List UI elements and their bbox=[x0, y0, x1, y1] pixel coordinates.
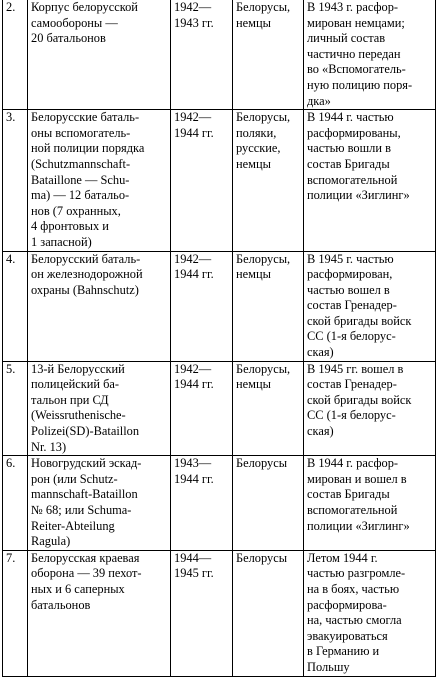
cell-text-line: 2. bbox=[6, 0, 16, 14]
cell-text-line: ская) bbox=[307, 345, 334, 360]
cell-text-line: 1944 гг. bbox=[174, 267, 214, 282]
table-row bbox=[3, 251, 436, 361]
cell-text-line: Новогрудский эскад- bbox=[31, 456, 142, 471]
cell-text-line: немцы bbox=[236, 267, 271, 282]
cell-text-line: 3. bbox=[6, 110, 16, 125]
cell-fate bbox=[304, 361, 436, 456]
cell-text-line: № 68; или Schuma- bbox=[31, 503, 132, 517]
cell-text-line: 1944— bbox=[174, 550, 212, 565]
cell-number bbox=[3, 110, 28, 251]
cell-text-line: частично передан bbox=[307, 46, 401, 61]
cell-text-line: Летом 1944 г. bbox=[307, 550, 378, 565]
cell-text-line: 1944 гг. bbox=[174, 125, 214, 140]
cell-fate bbox=[304, 110, 436, 251]
cell-text-line: 7. bbox=[6, 550, 16, 565]
cell-years bbox=[171, 251, 233, 361]
cell-text-line: частью вошли в bbox=[307, 141, 391, 156]
cell-text-line: ской бригады войск bbox=[307, 392, 412, 407]
cell-text-line: на, частью смогла bbox=[307, 613, 402, 628]
cell-text-line: состав Гренадер- bbox=[307, 377, 397, 392]
cell-text-line: Белорусы, bbox=[236, 251, 291, 266]
cell-text-line: 1943— bbox=[174, 456, 212, 471]
cell-text-line: В 1945 г. частью bbox=[307, 251, 394, 266]
cell-text-line: (Weissruthenische- bbox=[31, 408, 126, 423]
cell-text-line: 5. bbox=[6, 361, 16, 376]
cell-years bbox=[171, 361, 233, 456]
cell-text-line: 1942— bbox=[174, 251, 212, 266]
cell-text-line: русские, bbox=[236, 141, 281, 156]
cell-number bbox=[3, 251, 28, 361]
cell-text-line: 20 батальонов bbox=[31, 31, 106, 46]
cell-number bbox=[3, 550, 28, 676]
cell-ethnicity bbox=[233, 251, 304, 361]
cell-fate bbox=[304, 0, 436, 110]
cell-text-line: Белорусские баталь- bbox=[31, 110, 140, 125]
table-row bbox=[3, 0, 436, 110]
cell-text-line: на в боях, частью bbox=[307, 581, 400, 596]
cell-text-line: расформирован, bbox=[307, 267, 393, 282]
cell-text-line: (Schutzmannschaft- bbox=[31, 156, 131, 171]
cell-text-line: 6. bbox=[6, 456, 16, 471]
table-row bbox=[3, 110, 436, 251]
cell-ethnicity bbox=[233, 361, 304, 456]
cell-text-line: частью вошел в bbox=[307, 282, 390, 297]
cell-text-line: мирован немцами; bbox=[307, 15, 405, 30]
cell-text-line: в Германию и bbox=[307, 644, 380, 659]
cell-text-line: mannschaft-Bataillon bbox=[31, 487, 138, 502]
cell-text-line: Белорусский баталь- bbox=[31, 251, 141, 266]
cell-text-line: 4 фронтовых и bbox=[31, 219, 109, 234]
cell-text-line: Reiter-Abteilung bbox=[31, 518, 115, 533]
cell-text-line: СС (1-я белорус- bbox=[307, 408, 396, 423]
cell-text-line: мирован и вошел в bbox=[307, 471, 407, 486]
cell-text-line: Белорусы, bbox=[236, 361, 291, 376]
cell-text-line: оборона — 39 пехот- bbox=[31, 566, 142, 581]
cell-unit-name bbox=[28, 0, 171, 110]
cell-text-line: полиции «Зиглинг» bbox=[307, 188, 410, 203]
table-row bbox=[3, 550, 436, 676]
cell-fate bbox=[304, 550, 436, 676]
cell-text-line: Bataillone — Schu- bbox=[31, 172, 130, 187]
cell-text-line: Белорусская краевая bbox=[31, 550, 140, 565]
cell-text-line: он железнодорожной bbox=[31, 267, 143, 282]
cell-text-line: состав Гренадер- bbox=[307, 298, 397, 313]
cell-unit-name bbox=[28, 361, 171, 456]
cell-number bbox=[3, 361, 28, 456]
cell-text-line: личный состав bbox=[307, 31, 386, 46]
cell-text-line: нов (7 охранных, bbox=[31, 203, 121, 218]
cell-text-line: ская) bbox=[307, 424, 334, 439]
cell-text-line: ных и 6 саперных bbox=[31, 581, 125, 596]
collaborationist-units-table bbox=[2, 0, 436, 677]
cell-text-line: В 1943 г. расфор- bbox=[307, 0, 399, 14]
cell-text-line: Корпус белорусской bbox=[31, 0, 138, 14]
cell-text-line: охраны (Bahnschutz) bbox=[31, 282, 139, 297]
cell-text-line: 13-й Белорусский bbox=[31, 361, 125, 376]
table-row bbox=[3, 456, 436, 551]
cell-text-line: немцы bbox=[236, 156, 271, 171]
cell-ethnicity bbox=[233, 456, 304, 551]
cell-text-line: расформирова- bbox=[307, 597, 387, 612]
cell-text-line: Ragula) bbox=[31, 534, 71, 549]
cell-years bbox=[171, 550, 233, 676]
cell-text-line: СС (1-я белорус- bbox=[307, 329, 396, 344]
cell-text-line: 4. bbox=[6, 251, 16, 266]
cell-text-line: во «Вспомогатель- bbox=[307, 62, 406, 77]
cell-unit-name bbox=[28, 550, 171, 676]
cell-unit-name bbox=[28, 110, 171, 251]
cell-text-line: расформированы, bbox=[307, 125, 401, 140]
cell-text-line: полиции «Зиглинг» bbox=[307, 518, 410, 533]
cell-text-line: 1942— bbox=[174, 0, 212, 14]
cell-text-line: эвакуироваться bbox=[307, 628, 388, 643]
cell-text-line: тальон при СД bbox=[31, 392, 109, 407]
cell-unit-name bbox=[28, 251, 171, 361]
cell-text-line: Польшу bbox=[307, 659, 350, 674]
cell-text-line: ной полиции порядка bbox=[31, 141, 145, 156]
cell-years bbox=[171, 110, 233, 251]
cell-years bbox=[171, 0, 233, 110]
cell-text-line: В 1945 гг. вошел в bbox=[307, 361, 404, 376]
cell-text-line: вспомогательной bbox=[307, 172, 398, 187]
cell-number bbox=[3, 0, 28, 110]
cell-number bbox=[3, 456, 28, 551]
cell-text-line: немцы bbox=[236, 377, 271, 392]
cell-text-line: состав Бригады bbox=[307, 156, 390, 171]
cell-years bbox=[171, 456, 233, 551]
cell-text-line: рон (или Schutz- bbox=[31, 471, 118, 486]
table-body bbox=[3, 0, 436, 676]
cell-text-line: 1 запасной) bbox=[31, 234, 92, 249]
cell-text-line: дка» bbox=[307, 93, 331, 108]
cell-text-line: Белорусы bbox=[236, 456, 288, 471]
cell-text-line: частью разгромле- bbox=[307, 566, 406, 581]
cell-text-line: полицейский ба- bbox=[31, 377, 120, 392]
cell-text-line: Nr. 13) bbox=[31, 439, 67, 454]
cell-text-line: батальонов bbox=[31, 597, 91, 612]
cell-text-line: немцы bbox=[236, 15, 271, 30]
cell-fate bbox=[304, 456, 436, 551]
cell-text-line: 1942— bbox=[174, 110, 212, 125]
cell-text-line: 1943 гг. bbox=[174, 15, 214, 30]
cell-text-line: Белорусы, bbox=[236, 110, 291, 125]
cell-text-line: 1942— bbox=[174, 361, 212, 376]
cell-text-line: самообороны — bbox=[31, 15, 118, 30]
cell-text-line: ma) — 12 батальо- bbox=[31, 188, 130, 203]
cell-text-line: Polizei(SD)-Bataillon bbox=[31, 424, 140, 439]
table-row bbox=[3, 361, 436, 456]
cell-text-line: 1944 гг. bbox=[174, 377, 214, 392]
cell-text-line: оны вспомогатель- bbox=[31, 125, 131, 140]
cell-text-line: 1944 гг. bbox=[174, 471, 214, 486]
cell-fate bbox=[304, 251, 436, 361]
cell-text-line: Белорусы, bbox=[236, 0, 291, 14]
cell-text-line: ную полицию поря- bbox=[307, 77, 413, 92]
cell-text-line: вспомогательной bbox=[307, 503, 398, 517]
cell-unit-name bbox=[28, 456, 171, 551]
cell-text-line: В 1944 г. расфор- bbox=[307, 456, 399, 471]
cell-text-line: поляки, bbox=[236, 125, 277, 140]
cell-ethnicity bbox=[233, 0, 304, 110]
cell-ethnicity bbox=[233, 110, 304, 251]
cell-text-line: 1945 гг. bbox=[174, 566, 214, 581]
cell-text-line: В 1944 г. частью bbox=[307, 110, 394, 125]
cell-text-line: Белорусы bbox=[236, 550, 288, 565]
cell-text-line: ской бригады войск bbox=[307, 313, 412, 328]
cell-text-line: состав Бригады bbox=[307, 487, 390, 502]
cell-ethnicity bbox=[233, 550, 304, 676]
